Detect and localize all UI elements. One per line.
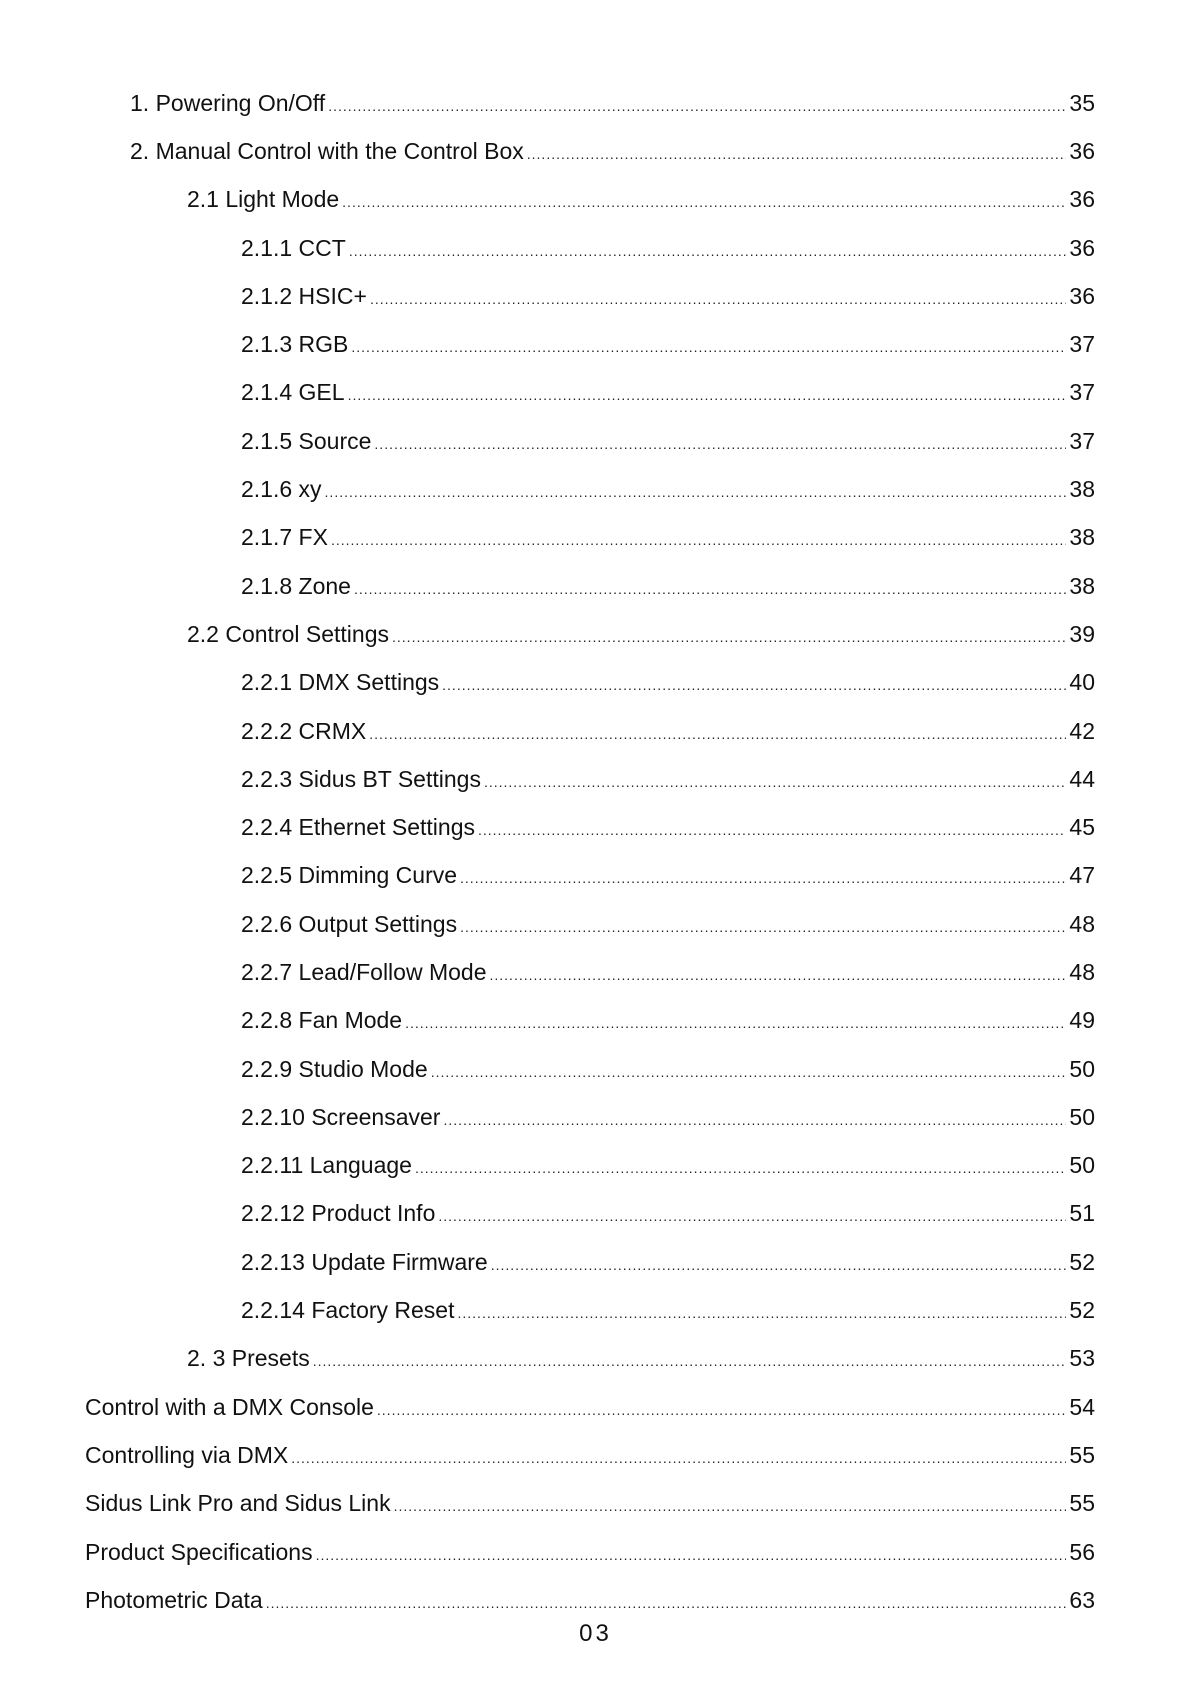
toc-entry[interactable]	[0, 177, 1191, 225]
toc-leader-dots	[377, 1395, 1067, 1425]
toc-leader-dots	[351, 332, 1066, 362]
toc-entry-title: 1. Powering On/Off	[130, 89, 326, 116]
toc-entry-title: 2.2.10 Screensaver	[241, 1103, 441, 1130]
toc-entry-title: 2.1.6 xy	[241, 476, 322, 503]
toc-entry-page: 35	[1069, 89, 1095, 116]
toc-entry-page: 44	[1069, 765, 1095, 792]
toc-leader-dots	[460, 912, 1066, 942]
toc-entry-title: 2.2.7 Lead/Follow Mode	[241, 958, 487, 985]
toc-entry[interactable]	[0, 1384, 1191, 1432]
toc-leader-dots	[460, 863, 1066, 893]
toc-entry[interactable]	[0, 1239, 1191, 1287]
toc-entry-page: 39	[1069, 620, 1095, 647]
toc-entry[interactable]	[0, 1287, 1191, 1335]
toc-leader-dots	[405, 1008, 1066, 1038]
toc-leader-dots	[370, 284, 1066, 314]
toc-entry-title: Product Specifications	[85, 1538, 313, 1565]
toc-entry[interactable]	[0, 466, 1191, 514]
toc-leader-dots	[438, 1201, 1066, 1231]
toc-leader-dots	[527, 139, 1067, 169]
toc-entry-page: 50	[1069, 1152, 1095, 1179]
toc-leader-dots	[291, 1443, 1066, 1473]
toc-entry-page: 54	[1069, 1393, 1095, 1420]
toc-entry[interactable]	[0, 128, 1191, 176]
toc-entry-page: 36	[1069, 186, 1095, 213]
toc-entry[interactable]	[0, 1143, 1191, 1191]
toc-entry-page: 52	[1069, 1248, 1095, 1275]
toc-entry-page: 55	[1069, 1441, 1095, 1468]
toc-entry-page: 50	[1069, 1103, 1095, 1130]
toc-entry-page: 50	[1069, 1055, 1095, 1082]
toc-leader-dots	[348, 380, 1067, 410]
toc-entry-page: 48	[1069, 958, 1095, 985]
toc-leader-dots	[394, 1491, 1067, 1521]
toc-entry-page: 55	[1069, 1490, 1095, 1517]
toc-entry-page: 38	[1069, 476, 1095, 503]
toc-entry[interactable]	[0, 804, 1191, 852]
toc-entry[interactable]	[0, 1046, 1191, 1094]
toc-entry-title: 2.2.12 Product Info	[241, 1200, 436, 1227]
toc-entry[interactable]	[0, 273, 1191, 321]
toc-entry-page: 63	[1069, 1586, 1095, 1613]
toc-entry[interactable]	[0, 1191, 1191, 1239]
toc-entry-title: 2.1.5 Source	[241, 427, 372, 454]
toc-leader-dots	[392, 622, 1066, 652]
toc-entry-page: 40	[1069, 669, 1095, 696]
toc-entry-title: Control with a DMX Console	[85, 1393, 374, 1420]
toc-entry-title: Controlling via DMX	[85, 1441, 289, 1468]
toc-entry-title: 2.2.2 CRMX	[241, 717, 367, 744]
toc-entry[interactable]	[0, 1481, 1191, 1529]
toc-leader-dots	[431, 1057, 1067, 1087]
toc-entry-title: 2.2 Control Settings	[187, 620, 390, 647]
toc-leader-dots	[369, 719, 1066, 749]
toc-entry[interactable]	[0, 949, 1191, 997]
toc-entry-page: 38	[1069, 524, 1095, 551]
toc-leader-dots	[490, 960, 1067, 990]
table-of-contents	[0, 80, 1191, 1626]
toc-entry[interactable]	[0, 756, 1191, 804]
toc-entry[interactable]	[0, 998, 1191, 1046]
toc-entry-page: 42	[1069, 717, 1095, 744]
toc-entry-title: 2.2.6 Output Settings	[241, 910, 458, 937]
toc-entry-title: 2. 3 Presets	[187, 1345, 310, 1372]
toc-entry[interactable]	[0, 901, 1191, 949]
toc-leader-dots	[349, 236, 1067, 266]
toc-entry-title: 2.1 Light Mode	[187, 186, 340, 213]
toc-entry[interactable]	[0, 225, 1191, 273]
toc-entry-title: 2.2.8 Fan Mode	[241, 1007, 403, 1034]
toc-entry-page: 37	[1069, 331, 1095, 358]
toc-entry[interactable]	[0, 370, 1191, 418]
toc-entry[interactable]	[0, 660, 1191, 708]
toc-leader-dots	[266, 1588, 1067, 1618]
toc-entry-page: 38	[1069, 572, 1095, 599]
toc-entry-title: 2.1.3 RGB	[241, 331, 349, 358]
page-number: 03	[579, 1620, 612, 1647]
toc-leader-dots	[442, 670, 1066, 700]
toc-entry[interactable]	[0, 418, 1191, 466]
toc-entry-page: 36	[1069, 282, 1095, 309]
toc-entry-page: 37	[1069, 379, 1095, 406]
toc-entry[interactable]	[0, 1432, 1191, 1480]
toc-entry[interactable]	[0, 1336, 1191, 1384]
toc-entry-title: 2. Manual Control with the Control Box	[130, 137, 524, 164]
toc-entry-page: 52	[1069, 1297, 1095, 1324]
toc-entry-title: 2.2.4 Ethernet Settings	[241, 814, 475, 841]
toc-leader-dots	[342, 187, 1066, 217]
toc-entry-title: 2.1.4 GEL	[241, 379, 345, 406]
toc-leader-dots	[374, 429, 1066, 459]
toc-entry[interactable]	[0, 515, 1191, 563]
toc-entry[interactable]	[0, 853, 1191, 901]
toc-leader-dots	[331, 525, 1066, 555]
toc-leader-dots	[354, 574, 1066, 604]
toc-entry-page: 37	[1069, 427, 1095, 454]
toc-entry-title: 2.2.11 Language	[241, 1152, 412, 1179]
toc-entry-title: 2.2.3 Sidus BT Settings	[241, 765, 481, 792]
toc-leader-dots	[478, 815, 1066, 845]
toc-entry-title: 2.1.1 CCT	[241, 234, 346, 261]
toc-entry-title: 2.2.1 DMX Settings	[241, 669, 440, 696]
toc-entry[interactable]	[0, 1577, 1191, 1625]
toc-entry[interactable]	[0, 321, 1191, 369]
toc-entry-title: 2.1.7 FX	[241, 524, 328, 551]
toc-entry[interactable]	[0, 1529, 1191, 1577]
toc-entry[interactable]	[0, 563, 1191, 611]
toc-entry[interactable]	[0, 708, 1191, 756]
toc-entry-title: Sidus Link Pro and Sidus Link	[85, 1490, 391, 1517]
toc-entry-page: 49	[1069, 1007, 1095, 1034]
toc-entry[interactable]	[0, 1094, 1191, 1142]
toc-leader-dots	[458, 1298, 1067, 1328]
toc-entry-title: 2.2.5 Dimming Curve	[241, 862, 458, 889]
toc-leader-dots	[325, 477, 1067, 507]
toc-leader-dots	[491, 1250, 1067, 1280]
toc-entry-page: 47	[1069, 862, 1095, 889]
toc-entry-page: 56	[1069, 1538, 1095, 1565]
toc-leader-dots	[313, 1346, 1067, 1376]
toc-leader-dots	[316, 1540, 1067, 1570]
toc-leader-dots	[328, 91, 1066, 121]
toc-entry-title: 2.2.13 Update Firmware	[241, 1248, 488, 1275]
toc-entry-page: 48	[1069, 910, 1095, 937]
toc-entry-page: 53	[1069, 1345, 1095, 1372]
toc-entry-page: 45	[1069, 814, 1095, 841]
toc-entry-title: 2.2.14 Factory Reset	[241, 1297, 455, 1324]
toc-entry-title: Photometric Data	[85, 1586, 263, 1613]
toc-entry[interactable]	[0, 80, 1191, 128]
toc-entry-page: 51	[1069, 1200, 1095, 1227]
toc-leader-dots	[415, 1153, 1066, 1183]
toc-entry[interactable]	[0, 611, 1191, 659]
toc-entry-title: 2.1.8 Zone	[241, 572, 351, 599]
toc-entry-title: 2.2.9 Studio Mode	[241, 1055, 428, 1082]
toc-leader-dots	[443, 1105, 1066, 1135]
toc-entry-page: 36	[1069, 234, 1095, 261]
toc-leader-dots	[484, 767, 1066, 797]
toc-entry-page: 36	[1069, 137, 1095, 164]
toc-entry-title: 2.1.2 HSIC+	[241, 282, 367, 309]
